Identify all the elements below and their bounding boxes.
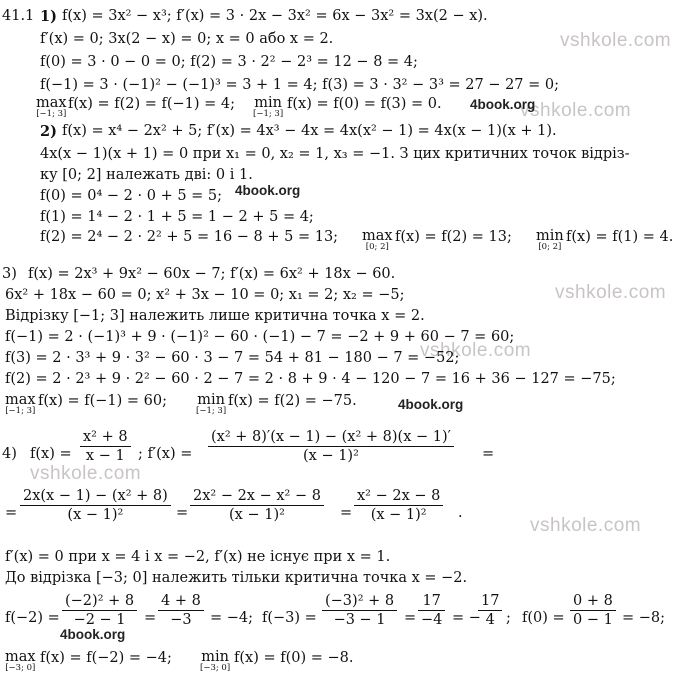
part-4-value-2-end: ; — [506, 610, 511, 626]
part-4-value-1-fraction-a: $\frac{\text{(−2)² + 8}}{-2 - 1}$ — [62, 592, 137, 629]
part-4-eq: = — [5, 505, 18, 521]
part-4-value-3-result: = −8; — [622, 610, 666, 626]
part-4-value-2-eq: = — [404, 610, 417, 626]
part-4-value-1-fraction-b: $\frac{4 + 8}{-3}$ — [158, 592, 204, 629]
part-4-period: . — [458, 505, 463, 521]
part-4-min-result: f(x) = f(0) = −8. — [234, 650, 354, 666]
watermark: vshkole.com — [560, 30, 672, 51]
part-2-max-operator: max [0; 2] — [362, 228, 393, 252]
watermark: vshkole.com — [420, 340, 532, 361]
part-2-min-operator: min [0; 2] — [536, 228, 564, 252]
part-2-line-1: f(x) = x⁴ − 2x² + 5; f′(x) = 4x³ − 4x = 4x(x² − 1) = 4x(x − 1)(x + 1). — [62, 123, 557, 139]
part-2-line-4: f(0) = 0⁴ − 2 · 0 + 5 = 5; — [40, 188, 223, 204]
watermark: vshkole.com — [520, 100, 632, 121]
part-4-marker: 4) — [2, 446, 17, 462]
part-4-value-2-eq-neg: = − — [452, 610, 481, 626]
part-4-value-1-result: = −4; — [210, 610, 254, 626]
part-4-expansion-fraction-3: $\frac{\text{x² − 2x − 8}}{\text{(x − 1)²}}$ — [354, 487, 443, 524]
part-4-value-2-fraction-c: $\frac{17}{4}$ — [478, 592, 502, 629]
part-2-min-result: f(x) = f(1) = 4. — [566, 229, 674, 245]
part-1-line-2: f′(x) = 0; 3x(2 − x) = 0; x = 0 або x = 2. — [40, 31, 334, 47]
part-1-marker: 1) — [40, 8, 57, 25]
site-label: 4book.org — [60, 627, 126, 642]
part-4-value-2-fraction-b: $\frac{17}{-4}$ — [418, 592, 445, 629]
part-4-value-1-eq: = — [144, 610, 157, 626]
part-4-eq: = — [340, 505, 353, 521]
part-1-max-operator: max [−1; 3] — [36, 95, 67, 119]
part-3-max-operator: max [−1; 3] — [5, 392, 36, 416]
part-3-line-3: Відрізку [−1; 3] належить лише критична точка x = 2. — [5, 308, 425, 324]
part-4-max-operator: max [−3; 0] — [5, 649, 36, 673]
part-4-max-result: f(x) = f(−2) = −4; — [40, 650, 172, 666]
part-3-line-2: 6x² + 18x − 60 = 0; x² + 3x − 10 = 0; x₁ = 2; x₂ = −5; — [5, 287, 405, 303]
part-2-line-6: f(2) = 2⁴ − 2 · 2² + 5 = 16 − 8 + 5 = 13; — [40, 229, 339, 245]
part-4-expansion-fraction-1: $\frac{\text{2x(x − 1) − (x² + 8)}}{\text{(x − 1)²}}$ — [20, 487, 171, 524]
part-1-min-result: f(x) = f(0) = f(3) = 0. — [287, 96, 442, 112]
part-2-line-2: 4x(x − 1)(x + 1) = 0 при x₁ = 0, x₂ = 1, x₃ = −1. З цих критичних точок відріз- — [40, 146, 630, 162]
problem-number: 41.1 — [2, 8, 35, 24]
part-4-eq: = — [176, 505, 189, 521]
part-3-line-6: f(2) = 2 · 2³ + 9 · 2² − 60 · 2 − 7 = 2 · 8 + 9 · 4 − 120 − 7 = 16 + 36 − 127 = −75; — [5, 371, 616, 387]
part-4-line-3: f′(x) = 0 при x = 4 і x = −2, f′(x) не існує при x = 1. — [5, 549, 391, 565]
part-3-line-4: f(−1) = 2 · (−1)³ + 9 · (−1)² − 60 · (−1) − 7 = −2 + 9 + 60 − 7 = 60; — [5, 329, 515, 345]
site-label: 4book.org — [235, 183, 301, 198]
part-4-f-lhs: f(x) = — [30, 446, 72, 462]
site-label: 4book.org — [398, 397, 464, 412]
part-2-marker: 2) — [40, 123, 57, 140]
part-4-min-operator: min [−3; 0] — [200, 649, 231, 673]
site-label: 4book.org — [470, 97, 536, 112]
part-3-line-1: f(x) = 2x³ + 9x² − 60x − 7; f′(x) = 6x² + 18x − 60. — [28, 266, 396, 282]
part-4-derivative-eq: = — [482, 446, 495, 462]
part-1-line-4: f(−1) = 3 · (−1)² − (−1)³ = 3 + 1 = 4; f(3) = 3 · 3² − 3³ = 27 − 27 = 0; — [40, 77, 560, 93]
part-3-marker: 3) — [2, 266, 17, 282]
part-1-min-operator: min [−1; 3] — [253, 95, 284, 119]
watermark: vshkole.com — [30, 463, 142, 484]
part-3-line-5: f(3) = 2 · 3³ + 9 · 3² − 60 · 3 − 7 = 54 + 81 − 180 − 7 = −52; — [5, 350, 460, 366]
part-4-value-1-lhs: f(−2) = — [5, 610, 60, 626]
part-4-line-4: До відрізка [−3; 0] належить тільки критична точка x = −2. — [5, 570, 468, 586]
part-3-min-result: f(x) = f(2) = −75. — [228, 393, 357, 409]
part-4-derivative-lhs: ; f′(x) = — [138, 446, 193, 462]
watermark: vshkole.com — [530, 515, 642, 536]
part-4-function-fraction: $\frac{\text{x² + 8}}{x - 1}$ — [80, 428, 131, 465]
part-4-value-3-fraction: $\frac{0 + 8}{0 - 1}$ — [570, 592, 616, 629]
part-4-value-2-fraction-a: $\frac{\text{(−3)² + 8}}{-3 - 1}$ — [322, 592, 397, 629]
part-2-line-3: ку [0; 2] належать дві: 0 і 1. — [40, 167, 253, 183]
part-2-max-result: f(x) = f(2) = 13; — [395, 229, 512, 245]
part-3-max-result: f(x) = f(−1) = 60; — [38, 393, 167, 409]
watermark: vshkole.com — [555, 282, 667, 303]
part-4-derivative-fraction: $\frac{\text{(x² + 8)′(x − 1) − (x² + 8)(x − 1)′}}{\text{(x − 1)²}}$ — [208, 428, 454, 465]
part-4-expansion-fraction-2: $\frac{\text{2x² − 2x − x² − 8}}{\text{(x − 1)²}}$ — [190, 487, 324, 524]
part-2-line-5: f(1) = 1⁴ − 2 · 1 + 5 = 1 − 2 + 5 = 4; — [40, 209, 314, 225]
part-1-line-3: f(0) = 3 · 0 − 0 = 0; f(2) = 3 · 2² − 2³ = 12 − 8 = 4; — [40, 54, 418, 70]
part-1-line-1: f(x) = 3x² − x³; f′(x) = 3 · 2x − 3x² = 6x − 3x² = 3x(2 − x). — [62, 8, 488, 24]
part-4-value-2-lhs: f(−3) = — [262, 610, 317, 626]
part-1-max-result: f(x) = f(2) = f(−1) = 4; — [68, 96, 236, 112]
part-3-min-operator: min [−1; 3] — [196, 392, 227, 416]
part-4-value-3-lhs: f(0) = — [522, 610, 565, 626]
